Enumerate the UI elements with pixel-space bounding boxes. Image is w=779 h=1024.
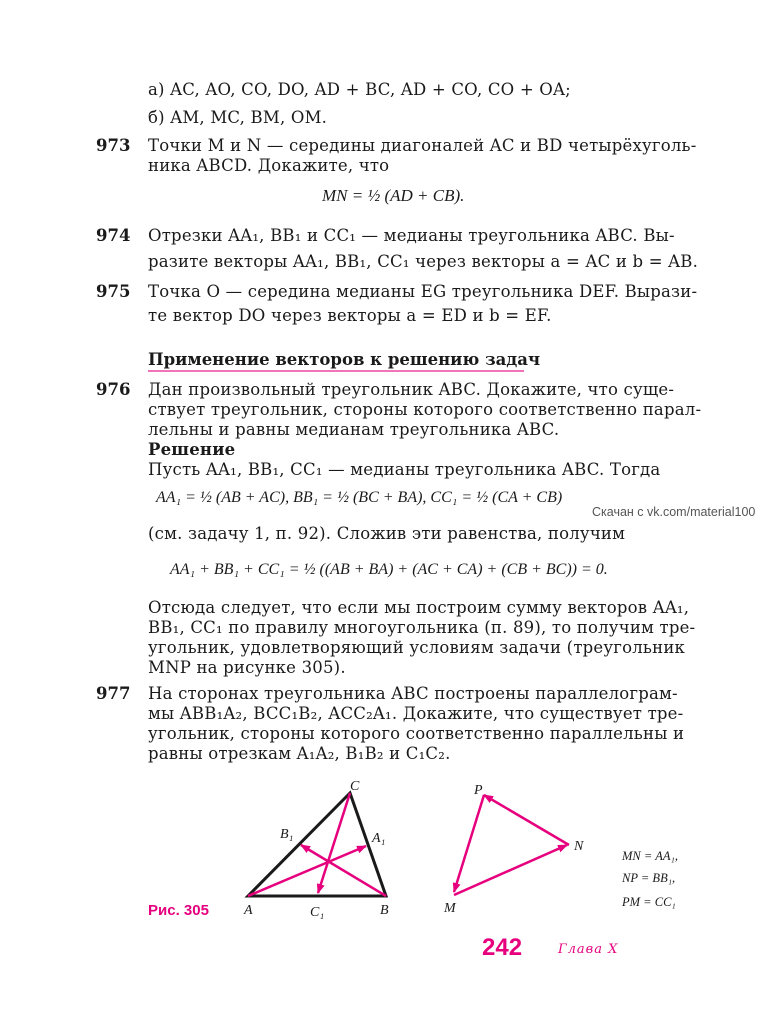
problem-977-line-4: равны отрезкам A₁A₂, B₁B₂ и C₁C₂. bbox=[148, 744, 451, 763]
label-c1: C₁ bbox=[310, 905, 325, 920]
label-m: M bbox=[444, 901, 456, 916]
vector-np bbox=[484, 795, 569, 845]
label-p: P bbox=[474, 783, 483, 798]
solution-heading: Решение bbox=[148, 440, 236, 459]
solution-line-6: MNP на рисунке 305). bbox=[148, 658, 346, 677]
figure-equation-3: PM = CC₁ bbox=[622, 895, 676, 909]
chapter-label: Глава X bbox=[558, 942, 619, 957]
problem-977-line-2: мы ABB₁A₂, BCC₁B₂, ACC₂A₁. Докажите, что существует тре- bbox=[148, 704, 684, 723]
label-a: A bbox=[244, 903, 253, 918]
solution-formula-1: AA₁ = ½ (AB + AC), BB₁ = ½ (BC + BA), CC₁ = ½ (CA + CB) bbox=[156, 489, 563, 506]
solution-line-1: Пусть AA₁, BB₁, CC₁ — медианы треугольника ABC. Тогда bbox=[148, 460, 661, 479]
problem-number-974: 974 bbox=[96, 226, 131, 245]
page-number: 242 bbox=[482, 934, 523, 961]
label-n: N bbox=[574, 839, 584, 854]
solution-formula-2: AA₁ + BB₁ + CC₁ = ½ ((AB + BA) + (AC + CA) + (CB + BC)) = 0. bbox=[170, 561, 608, 578]
vector-pm bbox=[454, 795, 484, 892]
problem-number-976: 976 bbox=[96, 380, 131, 399]
problem-973-line-1: Точки M и N — середины диагоналей AC и BD четырёхуголь- bbox=[148, 136, 697, 155]
exercise-b-line: б) AM, MC, BM, OM. bbox=[148, 108, 328, 127]
figure-equation-1: MN = AA₁, bbox=[622, 849, 678, 863]
solution-line-3: Отсюда следует, что если мы построим сумму векторов AA₁, bbox=[148, 598, 690, 617]
problem-976-line-3: лельны и равны медианам треугольника ABC. bbox=[148, 420, 560, 439]
median-aa1 bbox=[248, 846, 366, 896]
figure-equation-2: NP = BB₁, bbox=[622, 871, 676, 885]
problem-975-line-1: Точка O — середина медианы EG треугольника DEF. Вырази- bbox=[148, 282, 698, 301]
label-c: C bbox=[350, 779, 360, 794]
solution-line-4: BB₁, CC₁ по правилу многоугольника (п. 89), то получим тре- bbox=[148, 618, 696, 637]
problem-973-line-2: ника ABCD. Докажите, что bbox=[148, 156, 390, 175]
section-heading: Применение векторов к решению задач bbox=[148, 350, 541, 369]
vector-mn bbox=[454, 845, 567, 895]
problem-976-line-2: ствует треугольник, стороны которого соответственно парал- bbox=[148, 400, 702, 419]
solution-line-5: угольник, удовлетворяющий условиям задачи (треугольник bbox=[148, 638, 686, 657]
figure-caption: Рис. 305 bbox=[148, 902, 209, 919]
label-b1: B₁ bbox=[280, 827, 294, 842]
problem-975-line-2: те вектор DO через векторы a = ED и b = EF. bbox=[148, 306, 552, 325]
label-b: B bbox=[380, 903, 389, 918]
exercise-a-line: а) AC, AO, CO, DO, AD + BC, AD + CO, CO + OA; bbox=[148, 80, 571, 99]
problem-973-formula: MN = ½ (AD + CB). bbox=[322, 186, 465, 205]
problem-976-line-1: Дан произвольный треугольник ABC. Докажите, что суще- bbox=[148, 380, 675, 399]
solution-line-2: (см. задачу 1, п. 92). Сложив эти равенства, получим bbox=[148, 524, 626, 543]
median-bb1 bbox=[301, 845, 386, 896]
problem-977-line-1: На сторонах треугольника ABC построены параллелограм- bbox=[148, 684, 678, 703]
problem-974-line-1: Отрезки AA₁, BB₁ и CC₁ — медианы треугольника ABC. Вы- bbox=[148, 226, 675, 245]
watermark: Скачан с vk.com/material100 bbox=[592, 505, 756, 519]
problem-number-977: 977 bbox=[96, 684, 131, 703]
problem-number-975: 975 bbox=[96, 282, 131, 301]
problem-977-line-3: угольник, стороны которого соответственно параллельны и bbox=[148, 724, 685, 743]
triangle-abc bbox=[248, 793, 386, 896]
problem-974-line-2: разите векторы AA₁, BB₁, CC₁ через векторы a = AC и b = AB. bbox=[148, 252, 699, 271]
problem-number-973: 973 bbox=[96, 136, 131, 155]
label-a1: A₁ bbox=[372, 831, 386, 846]
